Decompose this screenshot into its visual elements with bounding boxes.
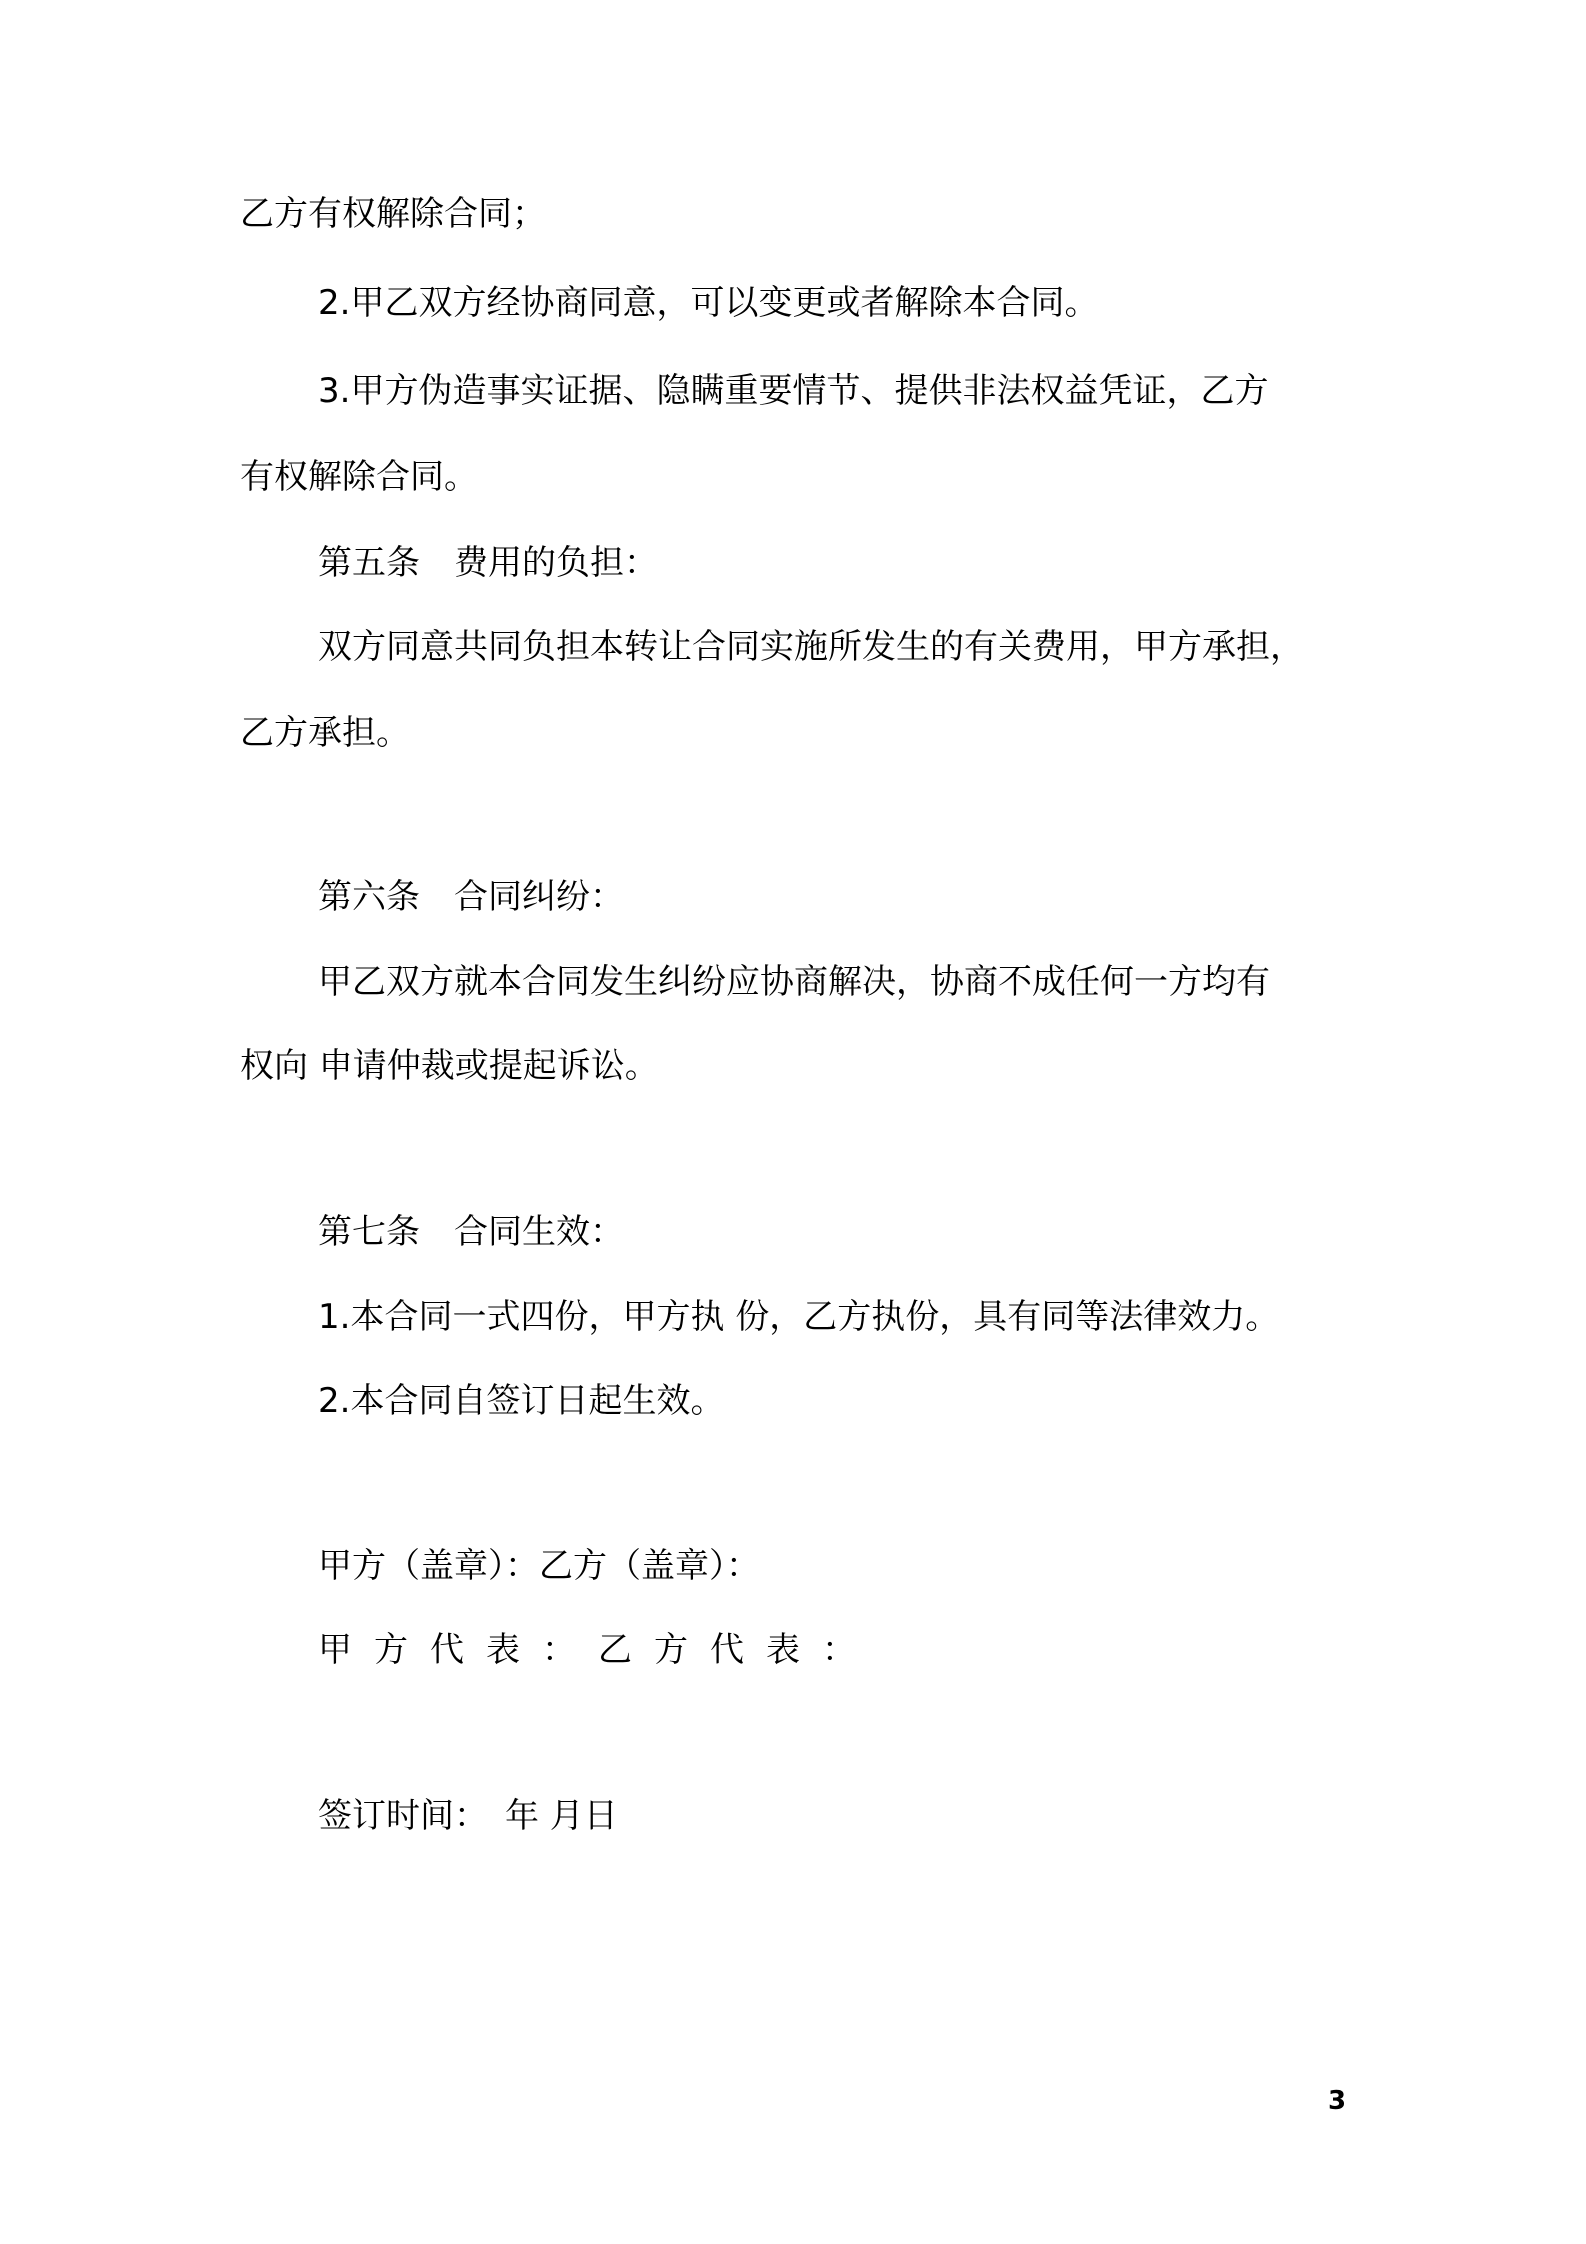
section-heading: 第七条 合同生效： — [318, 1212, 624, 1252]
section-heading: 第五条 费用的负担： — [318, 543, 658, 583]
text-line: 甲乙双方就本合同发生纠纷应协商解决，协商不成任何一方均有 — [318, 962, 1270, 1002]
text-line: 乙方承担。 — [240, 713, 410, 753]
signing-date-line: 签订时间： 年 月日 — [318, 1796, 618, 1836]
seal-line: 甲方（盖章）：乙方（盖章）： — [318, 1546, 760, 1586]
text-line: 有权解除合同。 — [240, 457, 478, 497]
text-line: 2.甲乙双方经协商同意，可以变更或者解除本合同。 — [318, 283, 1099, 323]
text-line: 1.本合同一式四份，甲方执 份，乙方执份，具有同等法律效力。 — [318, 1297, 1280, 1337]
text-line: 3.甲方伪造事实证据、隐瞒重要情节、提供非法权益凭证，乙方 — [318, 371, 1269, 411]
text-line: 双方同意共同负担本转让合同实施所发生的有关费用，甲方承担， — [318, 627, 1304, 667]
text-line: 乙方有权解除合同； — [240, 194, 546, 234]
text-line: 权向 申请仲裁或提起诉讼。 — [240, 1046, 659, 1086]
text-line: 2.本合同自签订日起生效。 — [318, 1381, 725, 1421]
section-heading: 第六条 合同纠纷： — [318, 877, 624, 917]
page-number: 3 — [1328, 2086, 1347, 2116]
representative-line: 甲方代表：乙方代表： — [318, 1630, 878, 1670]
